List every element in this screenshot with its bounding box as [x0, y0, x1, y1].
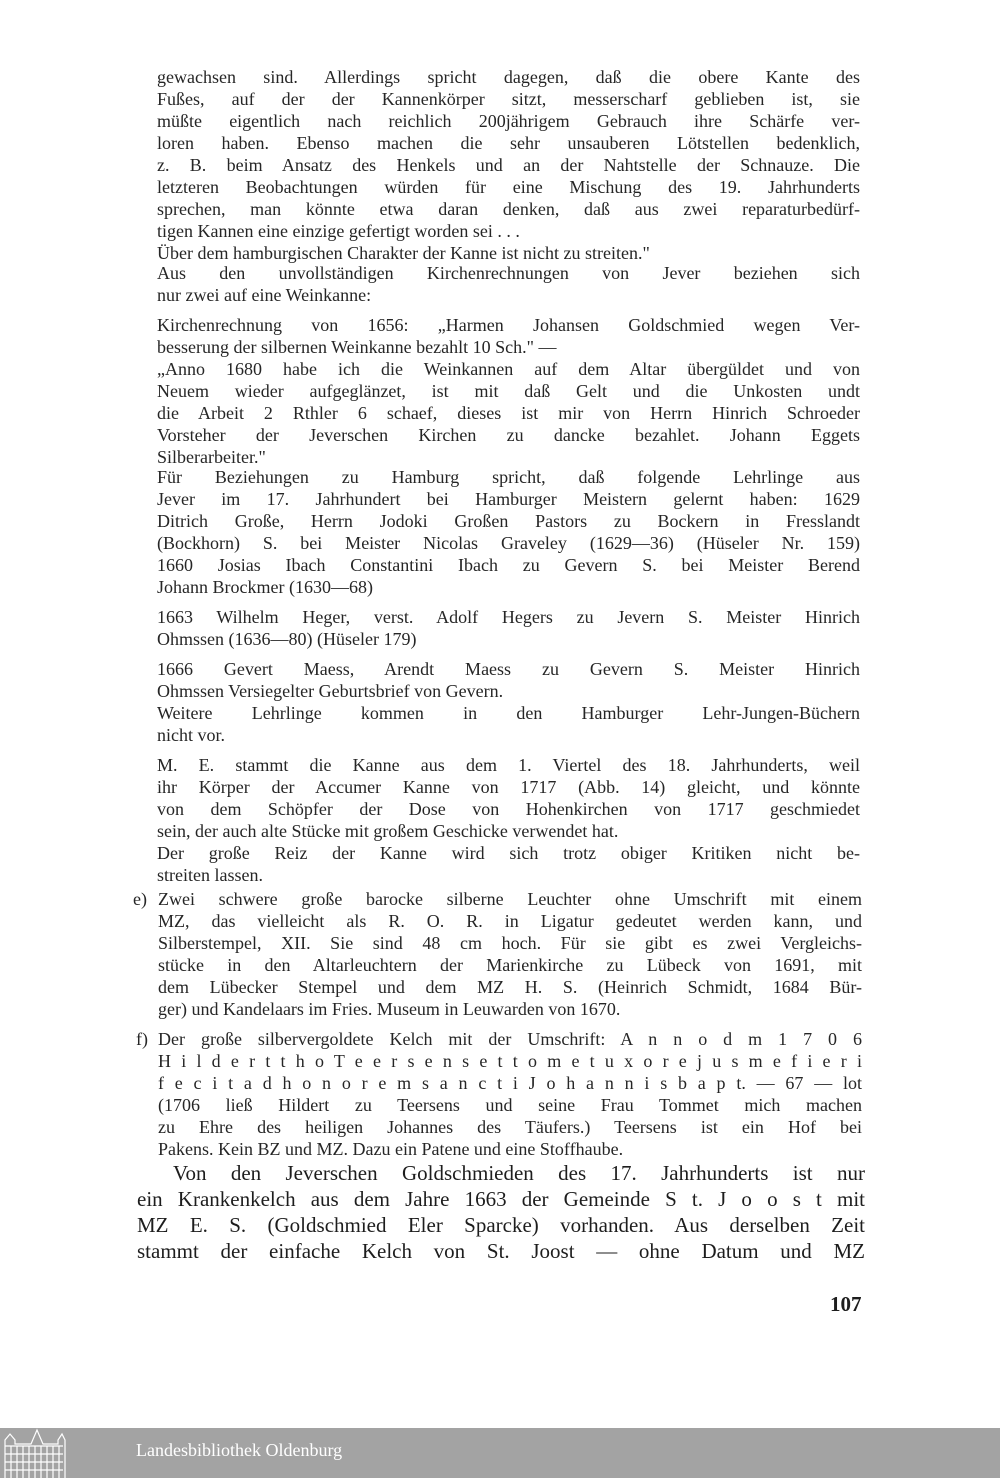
- text-line: Aus den unvollständigen Kirchenrechnungen von Jever beziehen sich: [157, 263, 860, 283]
- text-line: Vorsteher der Jeverschen Kirchen zu dancke bezahlet. Johann Eggets: [157, 425, 860, 445]
- text-line: ein Krankenkelch aus dem Jahre 1663 der Gemeinde S t. J o o s t mit: [137, 1187, 865, 1211]
- paragraph-church-accounts: [157, 262, 860, 306]
- text-line: MZ, das vielleicht als R. O. R. in Ligatur gedeutet werden kann, und: [158, 911, 862, 931]
- text-line: Neuem wieder aufgeglänzet, ist mit daß Gelt und die Unkosten undt: [157, 381, 860, 401]
- text-line: M. E. stammt die Kanne aus dem 1. Viertel des 18. Jahrhunderts, weil: [157, 755, 860, 775]
- text-line: 1666 Gevert Maess, Arendt Maess zu Gevern S. Meister Hinrich: [157, 659, 860, 679]
- text-line: Zwei schwere große barocke silberne Leuchter ohne Umschrift mit einem: [158, 889, 862, 909]
- text-line: Über dem hamburgischen Charakter der Kanne ist nicht zu streiten.": [157, 243, 650, 263]
- text-line: die Arbeit 2 Rthler 6 schaef, dieses ist mir von Herrn Hinrich Schroeder: [157, 403, 860, 423]
- text-line: stücke in den Altarleuchtern der Marienkirche zu Lübeck von 1691, mit: [158, 955, 862, 975]
- text-line: f e c i t a d h o n o r e m s a n c t i J o h a n n i s b a p t. — 67 — lot: [158, 1073, 862, 1093]
- list-label-f: f): [136, 1029, 148, 1049]
- footer-bar: [0, 1428, 1000, 1478]
- text-line: 1663 Wilhelm Heger, verst. Adolf Hegers zu Jevern S. Meister Hinrich: [157, 607, 860, 627]
- text-line: nur zwei auf eine Weinkanne:: [157, 285, 372, 305]
- text-line: loren haben. Ebenso machen die sehr unsauberen Lötstellen bedenklich,: [157, 133, 860, 153]
- text-line: gewachsen sind. Allerdings spricht dagegen, daß die obere Kante des: [157, 67, 860, 87]
- paragraph-apprentice-1663: [157, 606, 860, 650]
- text-line: „Anno 1680 habe ich die Weinkannen auf dem Altar übergüldet und von: [157, 359, 860, 379]
- text-line: (1706 ließ Hildert zu Teersens und seine Frau Tommet mich machen: [158, 1095, 862, 1115]
- list-label-e: e): [133, 889, 147, 909]
- list-item-e-leuchter: [158, 888, 862, 1020]
- paragraph-jever-goldsmiths: [137, 1160, 865, 1264]
- text-line: ihr Körper der Accumer Kanne von 1717 (Abb. 14) gleicht, und könnte: [157, 777, 860, 797]
- text-line: Ohmssen (1636—80) (Hüseler 179): [157, 629, 417, 649]
- text-line: letzteren Beobachtungen würden für eine Mischung des 19. Jahrhunderts: [157, 177, 860, 197]
- text-line: Weitere Lehrlinge kommen in den Hamburger Lehr-Jungen-Büchern: [157, 703, 860, 723]
- text-line: müßte eigentlich nach reichlich 200jährigem Gebrauch ihre Schärfe ver-: [157, 111, 860, 131]
- paragraph-hamburg-apprentices: [157, 466, 860, 598]
- text-line: Silberstempel, XII. Sie sind 48 cm hoch. Für sie gibt es zwei Vergleichs-: [158, 933, 862, 953]
- footer-library-name: Landesbibliothek Oldenburg: [136, 1440, 343, 1460]
- text-line: sein, der auch alte Stücke mit großem Geschicke verwendet hat.: [157, 821, 619, 841]
- text-line: Johann Brockmer (1630—68): [157, 577, 373, 597]
- text-line: dem Lübecker Stempel und dem MZ H. S. (Heinrich Schmidt, 1684 Bür-: [158, 977, 862, 997]
- text-line: Jever im 17. Jahrhundert bei Hamburger Meistern gelernt haben: 1629: [157, 489, 860, 509]
- text-line: Der große Reiz der Kanne wird sich trotz obiger Kritiken nicht be-: [157, 843, 860, 863]
- text-line: Ohmssen Versiegelter Geburtsbrief von Gevern.: [157, 681, 504, 701]
- list-item-f-kelch: [158, 1028, 862, 1160]
- text-line: 1660 Josias Ibach Constantini Ibach zu Gevern S. bei Meister Berend: [157, 555, 860, 575]
- paragraph-church-accounts-quote: [157, 314, 860, 468]
- text-line: Ditrich Große, Herrn Jodoki Großen Pastors zu Bockern in Fresslandt: [157, 511, 860, 531]
- text-line: tigen Kannen eine einzige gefertigt worden sei . . .: [157, 221, 520, 241]
- paragraph-expert-quote: [157, 66, 860, 264]
- paragraph-conclusion-kanne: [157, 754, 860, 886]
- library-building-icon: [2, 1428, 66, 1478]
- text-line: von dem Schöpfer der Dose von Hohenkirchen von 1717 geschmiedet: [157, 799, 860, 819]
- text-line: Der große silbervergoldete Kelch mit der Umschrift: A n n o d m 1 7 0 6: [158, 1029, 862, 1049]
- paragraph-apprentice-1666: [157, 658, 860, 746]
- text-line: Pakens. Kein BZ und MZ. Dazu ein Patene und eine Stoffhaube.: [158, 1139, 624, 1159]
- text-line: ger) und Kandelaars im Fries. Museum in Leuwarden von 1670.: [158, 999, 621, 1019]
- text-line: besserung der silbernen Weinkanne bezahlt 10 Sch." —: [157, 337, 557, 357]
- text-line: zu Ehre des heiligen Johannes des Täufers.) Teersens ist ein Hof bei: [158, 1117, 862, 1137]
- text-line: Von den Jeverschen Goldschmieden des 17. Jahrhunderts ist nur: [173, 1161, 865, 1185]
- text-line: (Bockhorn) S. bei Meister Nicolas Graveley (1629—36) (Hüseler Nr. 159): [157, 533, 860, 553]
- text-line: Für Beziehungen zu Hamburg spricht, daß folgende Lehrlinge aus: [157, 467, 860, 487]
- text-line: Silberarbeiter.": [157, 447, 266, 467]
- text-line: z. B. beim Ansatz des Henkels und an der Nahtstelle der Schnauze. Die: [157, 155, 860, 175]
- text-line: stammt der einfache Kelch von St. Joost — ohne Datum und MZ: [137, 1239, 865, 1263]
- text-line: H i l d e r t t h o T e e r s e n s e t t o m e t u x o r e j u s m e f i e r i: [158, 1051, 862, 1071]
- page-number: 107: [830, 1292, 862, 1316]
- text-line: nicht vor.: [157, 725, 225, 745]
- text-line: Fußes, auf der der Kannenkörper sitzt, messerscharf geblieben ist, sie: [157, 89, 860, 109]
- text-line: sprechen, man könnte etwa daran denken, daß aus zwei reparaturbedürf-: [157, 199, 860, 219]
- text-line: streiten lassen.: [157, 865, 263, 885]
- text-line: MZ E. S. (Goldschmied Eler Sparcke) vorhanden. Aus derselben Zeit: [137, 1213, 865, 1237]
- text-line: Kirchenrechnung von 1656: „Harmen Johansen Goldschmied wegen Ver-: [157, 315, 860, 335]
